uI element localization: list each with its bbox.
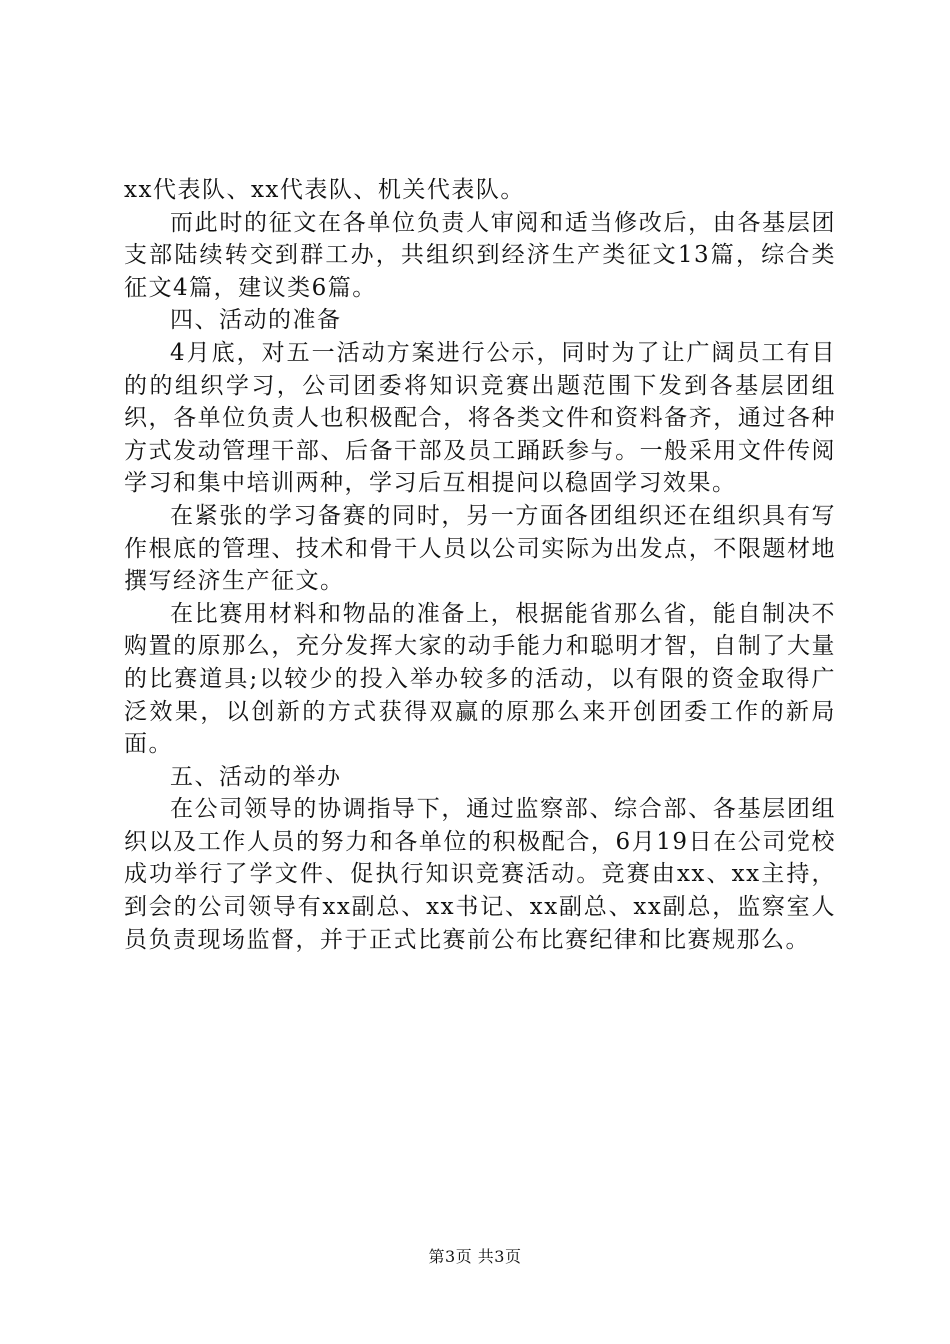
paragraph-materials: 在比赛用材料和物品的准备上，根据能省那么省，能自制决不购置的原那么，充分发挥大家的动手能力和聪明才智，自制了大量的比赛道具;以较少的投入举办较多的活动，以有限的资金取得广泛效果，以创新的方式获得双赢的原那么来开创团委工作的新局面。 xyxy=(124,600,836,758)
paragraph-essays: 而此时的征文在各单位负责人审阅和适当修改后，由各基层团支部陆续转交到群工办，共组织到经济生产类征文13篇，综合类征文4篇，建议类6篇。 xyxy=(124,209,836,301)
paragraph-writing: 在紧张的学习备赛的同时，另一方面各团组织还在组织具有写作根底的管理、技术和骨干人员以公司实际为出发点，不限题材地撰写经济生产征文。 xyxy=(124,502,836,595)
page-number-footer: 第3页 共3页 xyxy=(428,1247,522,1266)
paragraph-continuation: xx代表队、xx代表队、机关代表队。 xyxy=(124,177,525,203)
section-heading-preparation: 四、活动的准备 xyxy=(170,307,342,334)
paragraph-holding: 在公司领导的协调指导下，通过监察部、综合部、各基层团组织以及工作人员的努力和各单位的积极配合，6月19日在公司党校成功举行了学文件、促执行知识竞赛活动。竞赛由xx、xx主持，到会的公司领导有xx副总、xx书记、xx副总、xx副总，监察室人员负责现场监督，并于正式比赛前公布比赛纪律和比赛规那么。 xyxy=(124,796,836,953)
document-body xyxy=(124,174,836,956)
paragraph-preparation: 4月底，对五一活动方案进行公示，同时为了让广阔员工有目的的组织学习，公司团委将知识竞赛出题范围下发到各基层团组织，各单位负责人也积极配合，将各类文件和资料备齐，通过各种方式发动管理干部、后备干部及员工踊跃参与。一般采用文件传阅学习和集中培训两种，学习后互相提问以稳固学习效果。 xyxy=(124,339,836,497)
section-heading-holding: 五、活动的举办 xyxy=(170,763,342,790)
